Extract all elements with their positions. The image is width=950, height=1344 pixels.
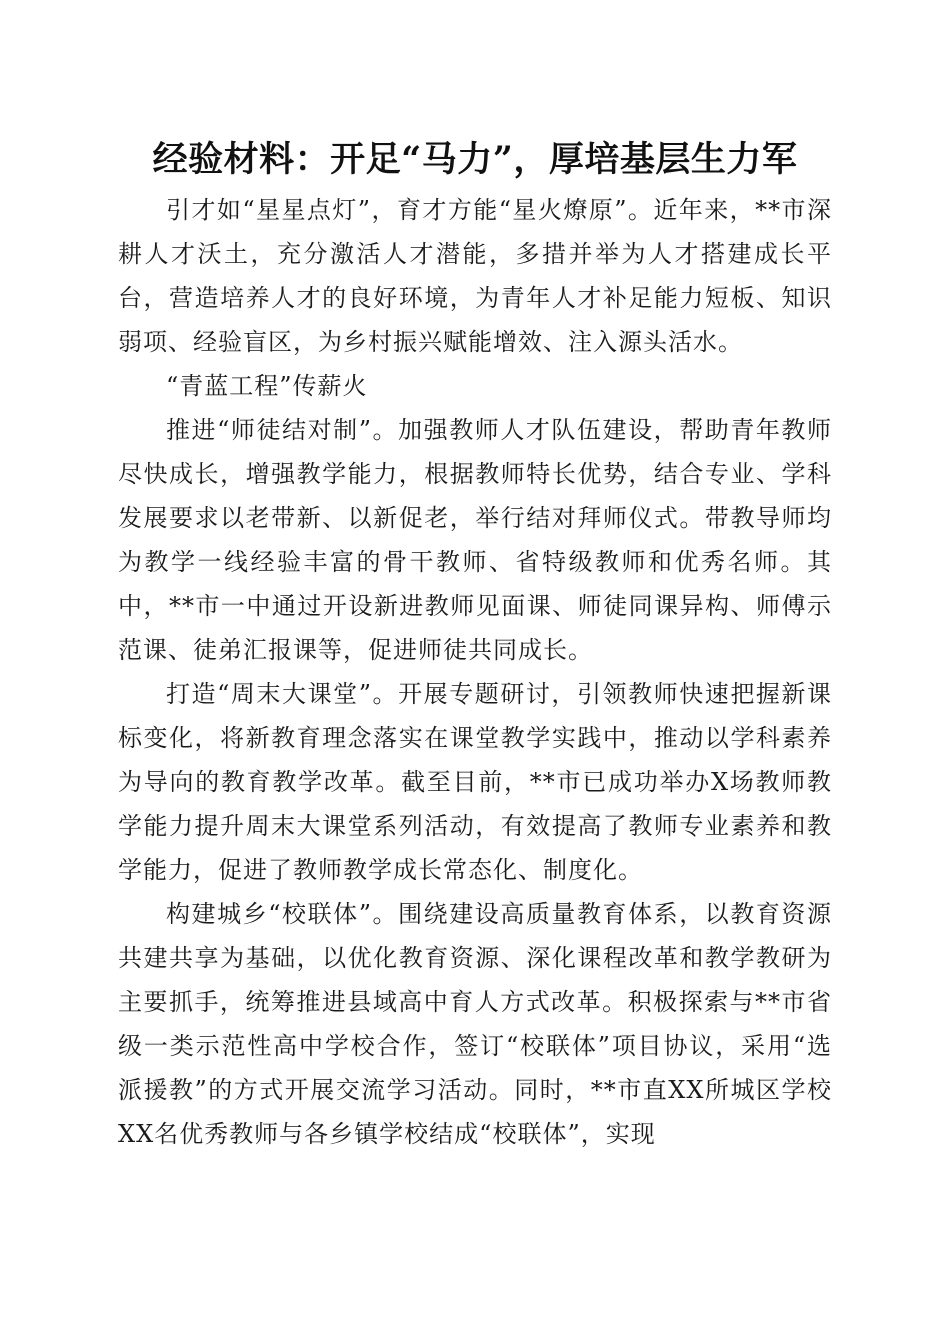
body-paragraph: 推进“师徒结对制”。加强教师人才队伍建设，帮助青年教师尽快成长，增强教学能力，根据教师特长优势，结合专业、学科发展要求以老带新、以新促老，举行结对拜师仪式。带教导师均为教学一线经验丰富的骨干教师、省特级教师和优秀名师。其中，**市一中通过开设新进教师见面课、师徒同课异构、师傅示范课、徒弟汇报课等，促进师徒共同成长。 (118, 416, 832, 664)
body-paragraph: 打造“周末大课堂”。开展专题研讨，引领教师快速把握新课标变化，将新教育理念落实在课堂教学实践中，推动以学科素养为导向的教育教学改革。截至目前，**市已成功举办X场教师教学能力提升周末大课堂系列活动，有效提高了教师专业素养和教学能力，促进了教师教学成长常态化、制度化。 (118, 680, 832, 884)
document-body (118, 188, 832, 1156)
document-title: 经验材料：开足“马力”，厚培基层生力军 (152, 139, 798, 180)
section-heading: “青蓝工程”传薪火 (166, 372, 368, 400)
intro-paragraph: 引才如“星星点灯”，育才方能“星火燎原”。近年来，**市深耕人才沃土，充分激活人才潜能，多措并举为人才搭建成长平台，营造培养人才的良好环境，为青年人才补足能力短板、知识弱项、经验盲区，为乡村振兴赋能增效、注入源头活水。 (118, 196, 832, 356)
body-paragraph: 构建城乡“校联体”。围绕建设高质量教育体系，以教育资源共建共享为基础，以优化教育资源、深化课程改革和教学教研为主要抓手，统筹推进县域高中育人方式改革。积极探索与**市省级一类示范性高中学校合作，签订“校联体”项目协议，采用“选派援教”的方式开展交流学习活动。同时，**市直XX所城区学校XX名优秀教师与各乡镇学校结成“校联体”，实现 (118, 900, 832, 1148)
